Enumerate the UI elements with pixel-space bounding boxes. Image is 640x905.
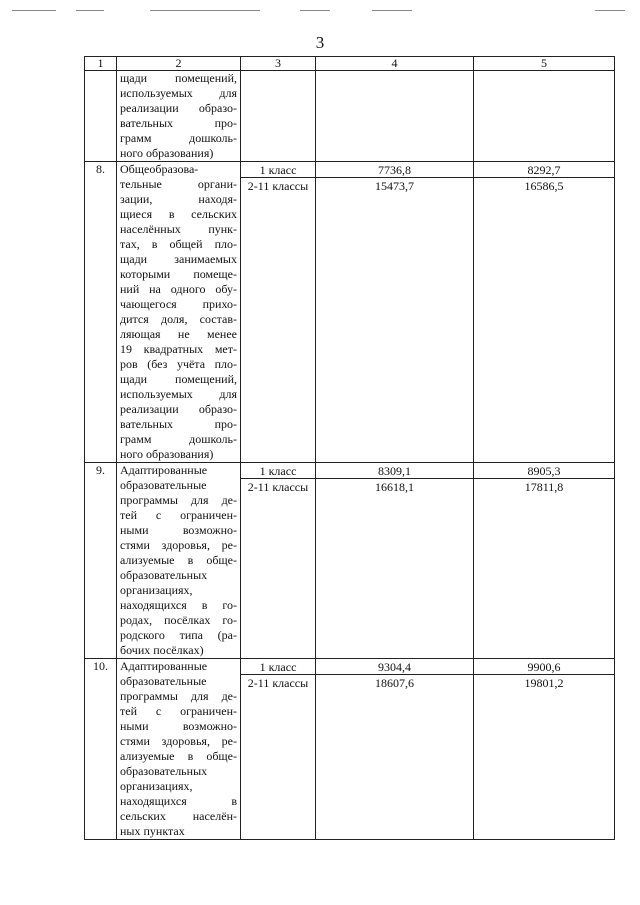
row-number: 10. [85,659,117,840]
value-class-2: 17811,8 [524,480,564,494]
description-line: населённых пунк- [120,222,237,236]
value-class-1: 7736,8 [316,162,473,178]
class-2-label: 2-11 классы [247,480,309,494]
class-1-label: 1 класс [241,659,315,675]
description-line: вательных про- [120,116,237,130]
row-number: 8. [85,162,117,463]
scan-mark [76,10,104,11]
table-row [85,463,615,659]
description-line: образовательных [120,568,208,582]
description-line: ных пунктах [120,824,185,838]
description-line: Адаптированные [120,659,208,673]
description-line: ными возможно- [120,523,237,537]
value-class-1: 9900,6 [474,659,614,675]
description-line: ного образования) [120,146,214,160]
scan-mark [150,10,260,11]
class-cell [241,71,316,162]
value-cell-col5 [474,71,615,162]
value-class-2: 16586,5 [524,179,564,193]
description-line: щади занимаемых [120,252,237,266]
header-row [85,57,615,71]
row-description [117,162,241,463]
value-class-1: 9304,4 [316,659,473,675]
value-class-1: 8292,7 [474,162,614,178]
description-line: стями здоровья, ре- [120,538,237,552]
description-line: ний на одного обу- [120,282,237,296]
description-line: находящихся в [120,794,237,808]
description-line: ров (без учёта пло- [120,357,237,371]
description-line: родах, посёлках го- [120,613,237,627]
value-class-1: 8905,3 [474,463,614,479]
value-class-2: 16618,1 [375,480,414,494]
description-line: щади помещений, [120,71,237,85]
description-line: которыми помеще- [120,267,237,281]
description-line: сельских населён- [120,809,237,823]
scan-mark [372,10,412,11]
class-cell [241,463,316,659]
class-2-label: 2-11 классы [247,676,309,690]
description-line: ляющая не менее [120,327,237,341]
class-1-label: 1 класс [241,162,315,178]
description-line: тей с ограничен- [120,704,237,718]
description-line: реализации образо- [120,101,237,115]
page-number: 3 [315,33,325,52]
scan-mark [12,10,56,11]
description-line: тей с ограничен- [120,508,237,522]
value-cell-col5 [474,162,615,463]
description-line: стями здоровья, ре- [120,734,237,748]
description-line: родского типа (ра- [120,628,237,642]
description-line: используемых для [120,387,237,401]
description-line: используемых для [120,86,237,100]
description-line: программы для де- [120,689,237,703]
description-line: щади помещений, [120,372,237,386]
description-line: тах, в общей пло- [120,237,237,251]
value-cell-col5 [474,463,615,659]
table-row [85,659,615,840]
class-cell [241,659,316,840]
description-line: 19 квадратных мет- [120,342,237,356]
row-description [117,463,241,659]
value-class-2: 15473,7 [375,179,414,193]
description-line: программы для де- [120,493,237,507]
header-cell: 1 [85,57,117,71]
description-line: организациях, [120,583,193,597]
header-cell: 3 [241,57,316,71]
tariff-table [84,56,615,840]
description-line: ного образования) [120,447,214,461]
description-line: образовательные [120,674,207,688]
description-line: вательных про- [120,417,237,431]
description-line: ализуемые в обще- [120,749,237,763]
class-1-label: 1 класс [241,463,315,479]
scan-mark [595,10,625,11]
value-class-1: 8309,1 [316,463,473,479]
description-line: организациях, [120,779,193,793]
description-line: образовательных [120,764,208,778]
description-line: Общеобразова- [120,162,199,176]
row-number [85,71,117,162]
table-row [85,162,615,463]
description-line: грамм дошколь- [120,131,237,145]
description-line: грамм дошколь- [120,432,237,446]
row-number: 9. [85,463,117,659]
row-description [117,71,241,162]
description-line: бочих посёлках) [120,643,204,657]
description-line: щиеся в сельских [120,207,237,221]
description-line: дится доля, состав- [120,312,237,326]
header-cell: 2 [117,57,241,71]
header-cell: 4 [316,57,474,71]
description-line: образовательные [120,478,207,492]
class-2-label: 2-11 классы [247,179,309,193]
description-line: ализуемые в обще- [120,553,237,567]
row-description [117,659,241,840]
value-cell-col4 [316,71,474,162]
value-cell-col4 [316,162,474,463]
value-cell-col4 [316,659,474,840]
value-cell-col5 [474,659,615,840]
value-class-2: 18607,6 [375,676,414,690]
description-line: находящихся в го- [120,598,237,612]
table-row-continuation [85,71,615,162]
description-line: Адаптированные [120,463,208,477]
value-class-2: 19801,2 [524,676,564,690]
description-line: тельные органи- [120,177,237,191]
class-cell [241,162,316,463]
value-cell-col4 [316,463,474,659]
description-line: ными возможно- [120,719,237,733]
description-line: зации, находя- [120,192,237,206]
description-line: чающегося прихо- [120,297,237,311]
scan-mark [300,10,330,11]
header-cell: 5 [474,57,615,71]
description-line: реализации образо- [120,402,237,416]
